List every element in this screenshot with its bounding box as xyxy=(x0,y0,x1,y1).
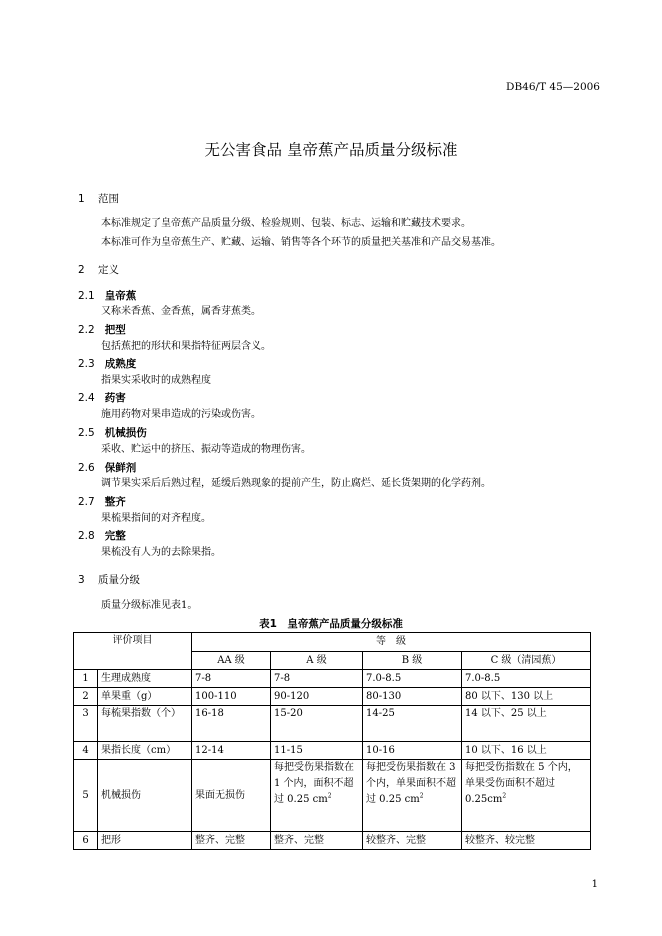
definition-2-1 xyxy=(78,289,136,303)
grade-c: C 级（清园蕉） xyxy=(462,652,591,670)
definition-text: 包括蕉把的形状和果指特征两层含义。 xyxy=(101,341,271,352)
section-title: 范围 xyxy=(98,193,120,205)
superscript: 2 xyxy=(502,792,507,800)
row-number: 6 xyxy=(74,832,98,850)
cell-a: 90-120 xyxy=(271,688,363,706)
definition-text: 果梳果指间的对齐程度。 xyxy=(101,513,211,524)
term: 成熟度 xyxy=(104,358,137,370)
cell-a: 15-20 xyxy=(271,706,363,742)
cell-c: 较整齐、较完整 xyxy=(462,832,591,850)
table-header-row xyxy=(74,633,591,652)
table-caption: 表1 皇帝蕉产品质量分级标准 xyxy=(259,618,403,630)
term: 机械损伤 xyxy=(104,427,147,439)
cell-c: 14 以下、25 以上 xyxy=(462,706,591,742)
cell-aa: 果面无损伤 xyxy=(192,760,271,832)
cell-b xyxy=(363,760,462,832)
cell-c: 80 以下、130 以上 xyxy=(462,688,591,706)
cell-b-text: 每把受伤果指数在 3 个内，单果面积不超过 0.25 cm xyxy=(366,762,456,805)
superscript: 2 xyxy=(419,792,424,800)
definition-2-3 xyxy=(78,357,136,371)
row-item: 机械损伤 xyxy=(98,760,192,832)
row-number: 4 xyxy=(74,742,98,760)
cell-a: 11-15 xyxy=(271,742,363,760)
cell-b: 80-130 xyxy=(363,688,462,706)
row-item: 把形 xyxy=(98,832,192,850)
cell-aa: 12-14 xyxy=(192,742,271,760)
cell-b: 10-16 xyxy=(363,742,462,760)
subsection-number: 2.7 xyxy=(78,496,95,508)
subsection-number: 2.8 xyxy=(78,530,95,542)
subsection-number: 2.1 xyxy=(78,290,95,302)
grade-a: A 级 xyxy=(271,652,363,670)
table-row xyxy=(74,688,591,706)
cell-aa: 整齐、完整 xyxy=(192,832,271,850)
subsection-number: 2.5 xyxy=(78,427,95,439)
page-title: 无公害食品 皇帝蕉产品质量分级标准 xyxy=(204,141,458,159)
definition-2-2 xyxy=(78,323,126,337)
definition-2-4 xyxy=(78,391,126,405)
row-item: 果指长度（cm） xyxy=(98,742,192,760)
cell-c-text: 每把受伤指数在 5 个内，单果受伤面积不超过 0.25cm xyxy=(465,762,578,805)
section-title: 质量分级 xyxy=(98,574,141,586)
table-row xyxy=(74,706,591,742)
table-row xyxy=(74,832,591,850)
cell-aa: 7-8 xyxy=(192,670,271,688)
term: 把型 xyxy=(104,324,126,336)
paragraph: 质量分级标准见表1。 xyxy=(101,600,198,611)
definition-text: 调节果实采后后熟过程，延缓后熟现象的提前产生，防止腐烂、延长货架期的化学药剂。 xyxy=(101,478,491,489)
table-row xyxy=(74,760,591,832)
row-number: 5 xyxy=(74,760,98,832)
cell-a-text: 每把受伤果指数在 1 个内，面积不超过 0.25 cm xyxy=(274,762,354,805)
definition-2-6 xyxy=(78,461,136,475)
cell-b: 14-25 xyxy=(363,706,462,742)
section-title: 定义 xyxy=(98,264,120,276)
cell-c: 10 以下、16 以上 xyxy=(462,742,591,760)
header-grade: 等 级 xyxy=(192,633,591,652)
definition-text: 施用药物对果串造成的污染或伤害。 xyxy=(101,409,261,420)
section-number: 1 xyxy=(78,193,85,205)
definition-text: 指果实采收时的成熟程度 xyxy=(101,375,211,386)
paragraph: 本标准规定了皇帝蕉产品质量分级、检验规则、包装、标志、运输和贮藏技术要求。 xyxy=(101,218,471,229)
cell-aa: 16-18 xyxy=(192,706,271,742)
cell-a xyxy=(271,760,363,832)
section-2-heading xyxy=(78,263,119,277)
cell-a: 7-8 xyxy=(271,670,363,688)
table-row xyxy=(74,670,591,688)
row-number: 3 xyxy=(74,706,98,742)
cell-c xyxy=(462,760,591,832)
term: 完整 xyxy=(104,530,126,542)
subsection-number: 2.4 xyxy=(78,392,95,404)
subsection-number: 2.2 xyxy=(78,324,95,336)
definition-2-8 xyxy=(78,529,126,543)
row-number: 1 xyxy=(74,670,98,688)
header-item: 评价项目 xyxy=(74,633,192,670)
cell-aa: 100-110 xyxy=(192,688,271,706)
table-row xyxy=(74,742,591,760)
row-item: 单果重（g） xyxy=(98,688,192,706)
grade-aa: AA 级 xyxy=(192,652,271,670)
section-1-heading xyxy=(78,192,119,206)
definition-text: 又称米香蕉、金香蕉，属香芽蕉类。 xyxy=(101,306,261,317)
term: 保鲜剂 xyxy=(104,462,137,474)
definition-text: 果梳没有人为的去除果指。 xyxy=(101,547,221,558)
term: 药害 xyxy=(104,392,126,404)
section-3-heading xyxy=(78,573,140,587)
definition-text: 采收、贮运中的挤压、振动等造成的物理伤害。 xyxy=(101,444,311,455)
cell-c: 7.0-8.5 xyxy=(462,670,591,688)
section-number: 3 xyxy=(78,574,85,586)
paragraph: 本标准可作为皇帝蕉生产、贮藏、运输、销售等各个环节的质量把关基准和产品交易基准。 xyxy=(101,237,501,248)
row-number: 2 xyxy=(74,688,98,706)
quality-grade-table xyxy=(73,632,591,850)
row-item: 生理成熟度 xyxy=(98,670,192,688)
term: 皇帝蕉 xyxy=(104,290,137,302)
subsection-number: 2.6 xyxy=(78,462,95,474)
cell-a: 整齐、完整 xyxy=(271,832,363,850)
grade-b: B 级 xyxy=(363,652,462,670)
definition-2-7 xyxy=(78,495,126,509)
row-item: 每梳果指数（个） xyxy=(98,706,192,742)
superscript: 2 xyxy=(327,792,332,800)
page-number: 1 xyxy=(591,879,598,890)
subsection-number: 2.3 xyxy=(78,358,95,370)
definition-2-5 xyxy=(78,426,147,440)
cell-b: 7.0-8.5 xyxy=(363,670,462,688)
document-number: DB46/T 45—2006 xyxy=(506,81,600,93)
section-number: 2 xyxy=(78,264,85,276)
cell-b: 较整齐、完整 xyxy=(363,832,462,850)
term: 整齐 xyxy=(104,496,126,508)
